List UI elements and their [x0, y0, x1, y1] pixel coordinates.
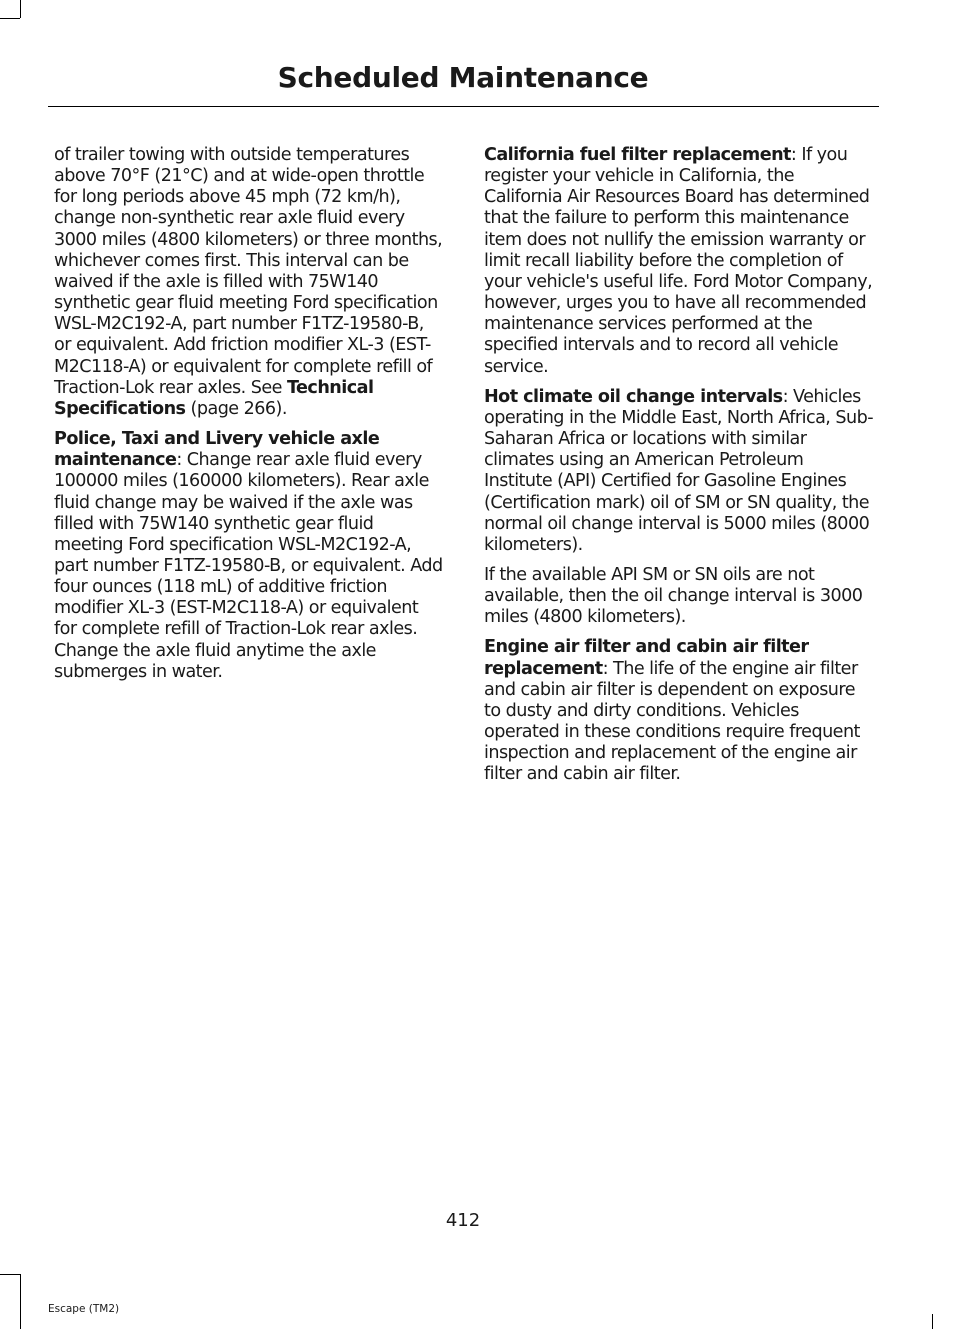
page-reference: (page 266).: [185, 398, 287, 419]
paragraph-text: : If you register your vehicle in California, the California Air Resources Board has determined that the failure to perform this maintenance item does not nullify the emission warranty or limit recall liability before the completion of your vehicle's useful life. Ford Motor Company, however, urges you to have all recommended maintenance services performed at the specified intervals and to record all vehicle service.: [484, 145, 873, 377]
page-title: Scheduled Maintenance: [277, 61, 649, 94]
paragraph-trailer-towing: [54, 145, 444, 420]
crop-mark-bottom-left-vertical: [20, 1274, 21, 1329]
paragraph-text: : Change rear axle fluid every 100000 miles (160000 kilometers). Rear axle fluid change may be waived if the axle was filled with 75W140 synthetic gear fluid meeting Ford specification WSL-M2C192-A, part number F1TZ-19580-B, or equivalent. Add four ounces (118 mL) of additive friction modifier XL-3 (EST-M2C118-A) or equivalent for complete refill of Traction-Lok rear axles. Change the axle fluid anytime the axle submerges in water.: [54, 450, 443, 682]
title-divider: [48, 106, 879, 107]
paragraph-text: : Vehicles operating in the Middle East, North Africa, Sub-Saharan Africa or locations with similar climates using an American Petroleum Institute (API) Certified for Gasoline Engines (Certification mark) oil of SM or SN quality, the normal oil change interval is 5000 miles (8000 kilometers).: [484, 386, 874, 555]
technical-specifications-link[interactable]: Technical Specifications: [54, 377, 374, 419]
crop-mark-bottom-left-horizontal: [0, 1274, 20, 1275]
right-column: [484, 145, 876, 795]
left-column: [54, 145, 444, 692]
paragraph-heading: Police, Taxi and Livery vehicle axle maintenance: [54, 429, 380, 471]
paragraph-california-fuel-filter: [484, 145, 876, 378]
paragraph-text: of trailer towing with outside temperatures above 70°F (21°C) and at wide-open throttle for long periods above 45 mph (72 km/h), change non-synthetic rear axle fluid every 3000 miles (4800 kilometers) or three months, whichever comes first. This interval can be waived if the axle is filled with 75W140 synthetic gear fluid meeting Ford specification WSL-M2C192-A, part number F1TZ-19580-B, or equivalent. Add friction modifier XL-3 (EST-M2C118-A) or equivalent for complete refill of Traction-Lok rear axles. See: [54, 145, 443, 398]
paragraph-text: : The life of the engine air filter and cabin air filter is dependent on exposure to dusty and dirty conditions. Vehicles operated in these conditions require frequent inspection and replacement of the engine air filter and cabin air filter.: [484, 658, 860, 785]
paragraph-heading: Engine air filter and cabin air filter replacement: [484, 637, 809, 679]
crop-mark-top-left-horizontal: [0, 18, 20, 19]
crop-mark-bottom-right-vertical: [932, 1314, 933, 1329]
crop-mark-top-left-vertical: [20, 0, 21, 18]
paragraph-air-filters: [484, 637, 876, 785]
page-number: 412: [445, 1210, 481, 1231]
paragraph-heading: California fuel filter replacement: [484, 145, 791, 165]
paragraph-api-oils: [484, 565, 876, 628]
model-label: Escape (TM2): [48, 1303, 120, 1315]
paragraph-police-taxi-livery: [54, 429, 444, 683]
paragraph-heading: Hot climate oil change intervals: [484, 386, 783, 407]
paragraph-hot-climate-oil: [484, 387, 876, 556]
paragraph-text: If the available API SM or SN oils are not available, then the oil change interval is 3000 miles (4800 kilometers).: [484, 564, 863, 628]
